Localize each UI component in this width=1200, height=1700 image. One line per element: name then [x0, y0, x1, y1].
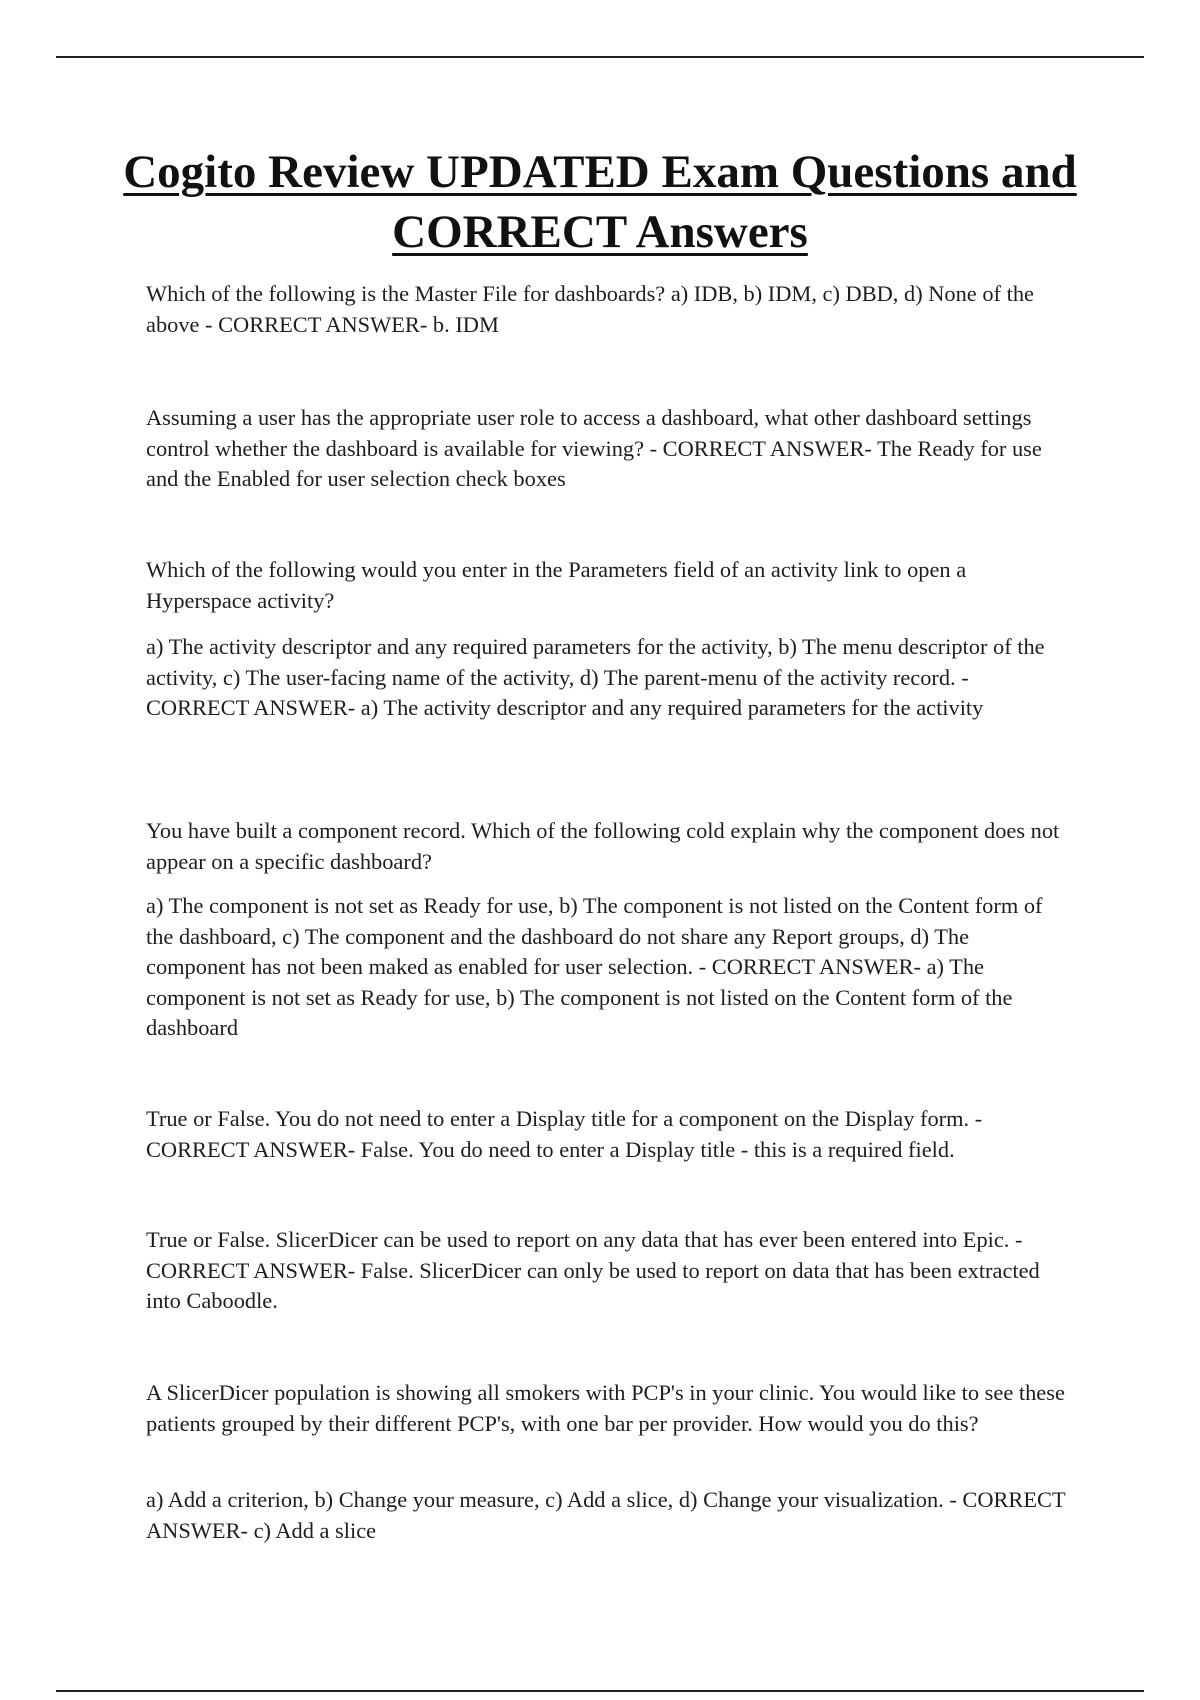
question-7-answer: a) Add a criterion, b) Change your measure, c) Add a slice, d) Change your visualization. - CORRECT ANSWER- c) Add a slice: [146, 1487, 1066, 1543]
question-1: Which of the following is the Master File for dashboards? a) IDB, b) IDM, c) DBD, d) None of the above - CORRECT ANSWER- b. IDM: [146, 281, 1034, 337]
question-5: True or False. You do not need to enter a Display title for a component on the Display form. - CORRECT ANSWER- False. You do need to enter a Display title - this is a required field.: [146, 1106, 983, 1162]
question-3-prompt: Which of the following would you enter in the Parameters field of an activity link to open a Hyperspace activity?: [146, 557, 967, 613]
question-4-prompt: You have built a component record. Which of the following cold explain why the component does not appear on a specific dashboard?: [146, 818, 1060, 874]
question-block-3-options: [146, 632, 1066, 724]
question-block-4: [146, 816, 1066, 877]
question-block-6: [146, 1225, 1066, 1317]
question-3-answer: a) The activity descriptor and any required parameters for the activity, b) The menu descriptor of the activity, c) The user-facing name of the activity, d) The parent-menu of the activity record. - CORRECT ANSWER- a) The activity descriptor and any required parameters for the activity: [146, 634, 1045, 720]
question-block-1: [146, 279, 1066, 340]
question-7-prompt: A SlicerDicer population is showing all smokers with PCP's in your clinic. You would like to see these patients grouped by their different PCP's, with one bar per provider. How would you do this?: [146, 1380, 1065, 1436]
question-block-2: [146, 403, 1066, 495]
question-block-5: [146, 1104, 1066, 1165]
question-block-3: [146, 555, 1066, 616]
question-6: True or False. SlicerDicer can be used to report on any data that has ever been entered into Epic. - CORRECT ANSWER- False. SlicerDicer can only be used to report on data that has been extracted into Caboodle.: [146, 1227, 1040, 1313]
question-block-4-options: [146, 891, 1066, 1044]
question-block-7-options: [146, 1485, 1066, 1546]
top-divider: [56, 56, 1144, 58]
document-title: Cogito Review UPDATED Exam Questions and CORRECT Answers: [123, 146, 1077, 258]
question-4-answer: a) The component is not set as Ready for use, b) The component is not listed on the Content form of the dashboard, c) The component and the dashboard do not share any Report groups, d) The component has not been maked as enabled for user selection. - CORRECT ANSWER- a) The component is not set as Ready for use, b) The component is not listed on the Content form of the dashboard: [146, 893, 1043, 1040]
question-2: Assuming a user has the appropriate user role to access a dashboard, what other dashboard settings control whether the dashboard is available for viewing? - CORRECT ANSWER- The Ready for use and the Enabled for user selection check boxes: [146, 405, 1042, 491]
bottom-divider: [56, 1690, 1144, 1692]
question-block-7: [146, 1378, 1066, 1439]
